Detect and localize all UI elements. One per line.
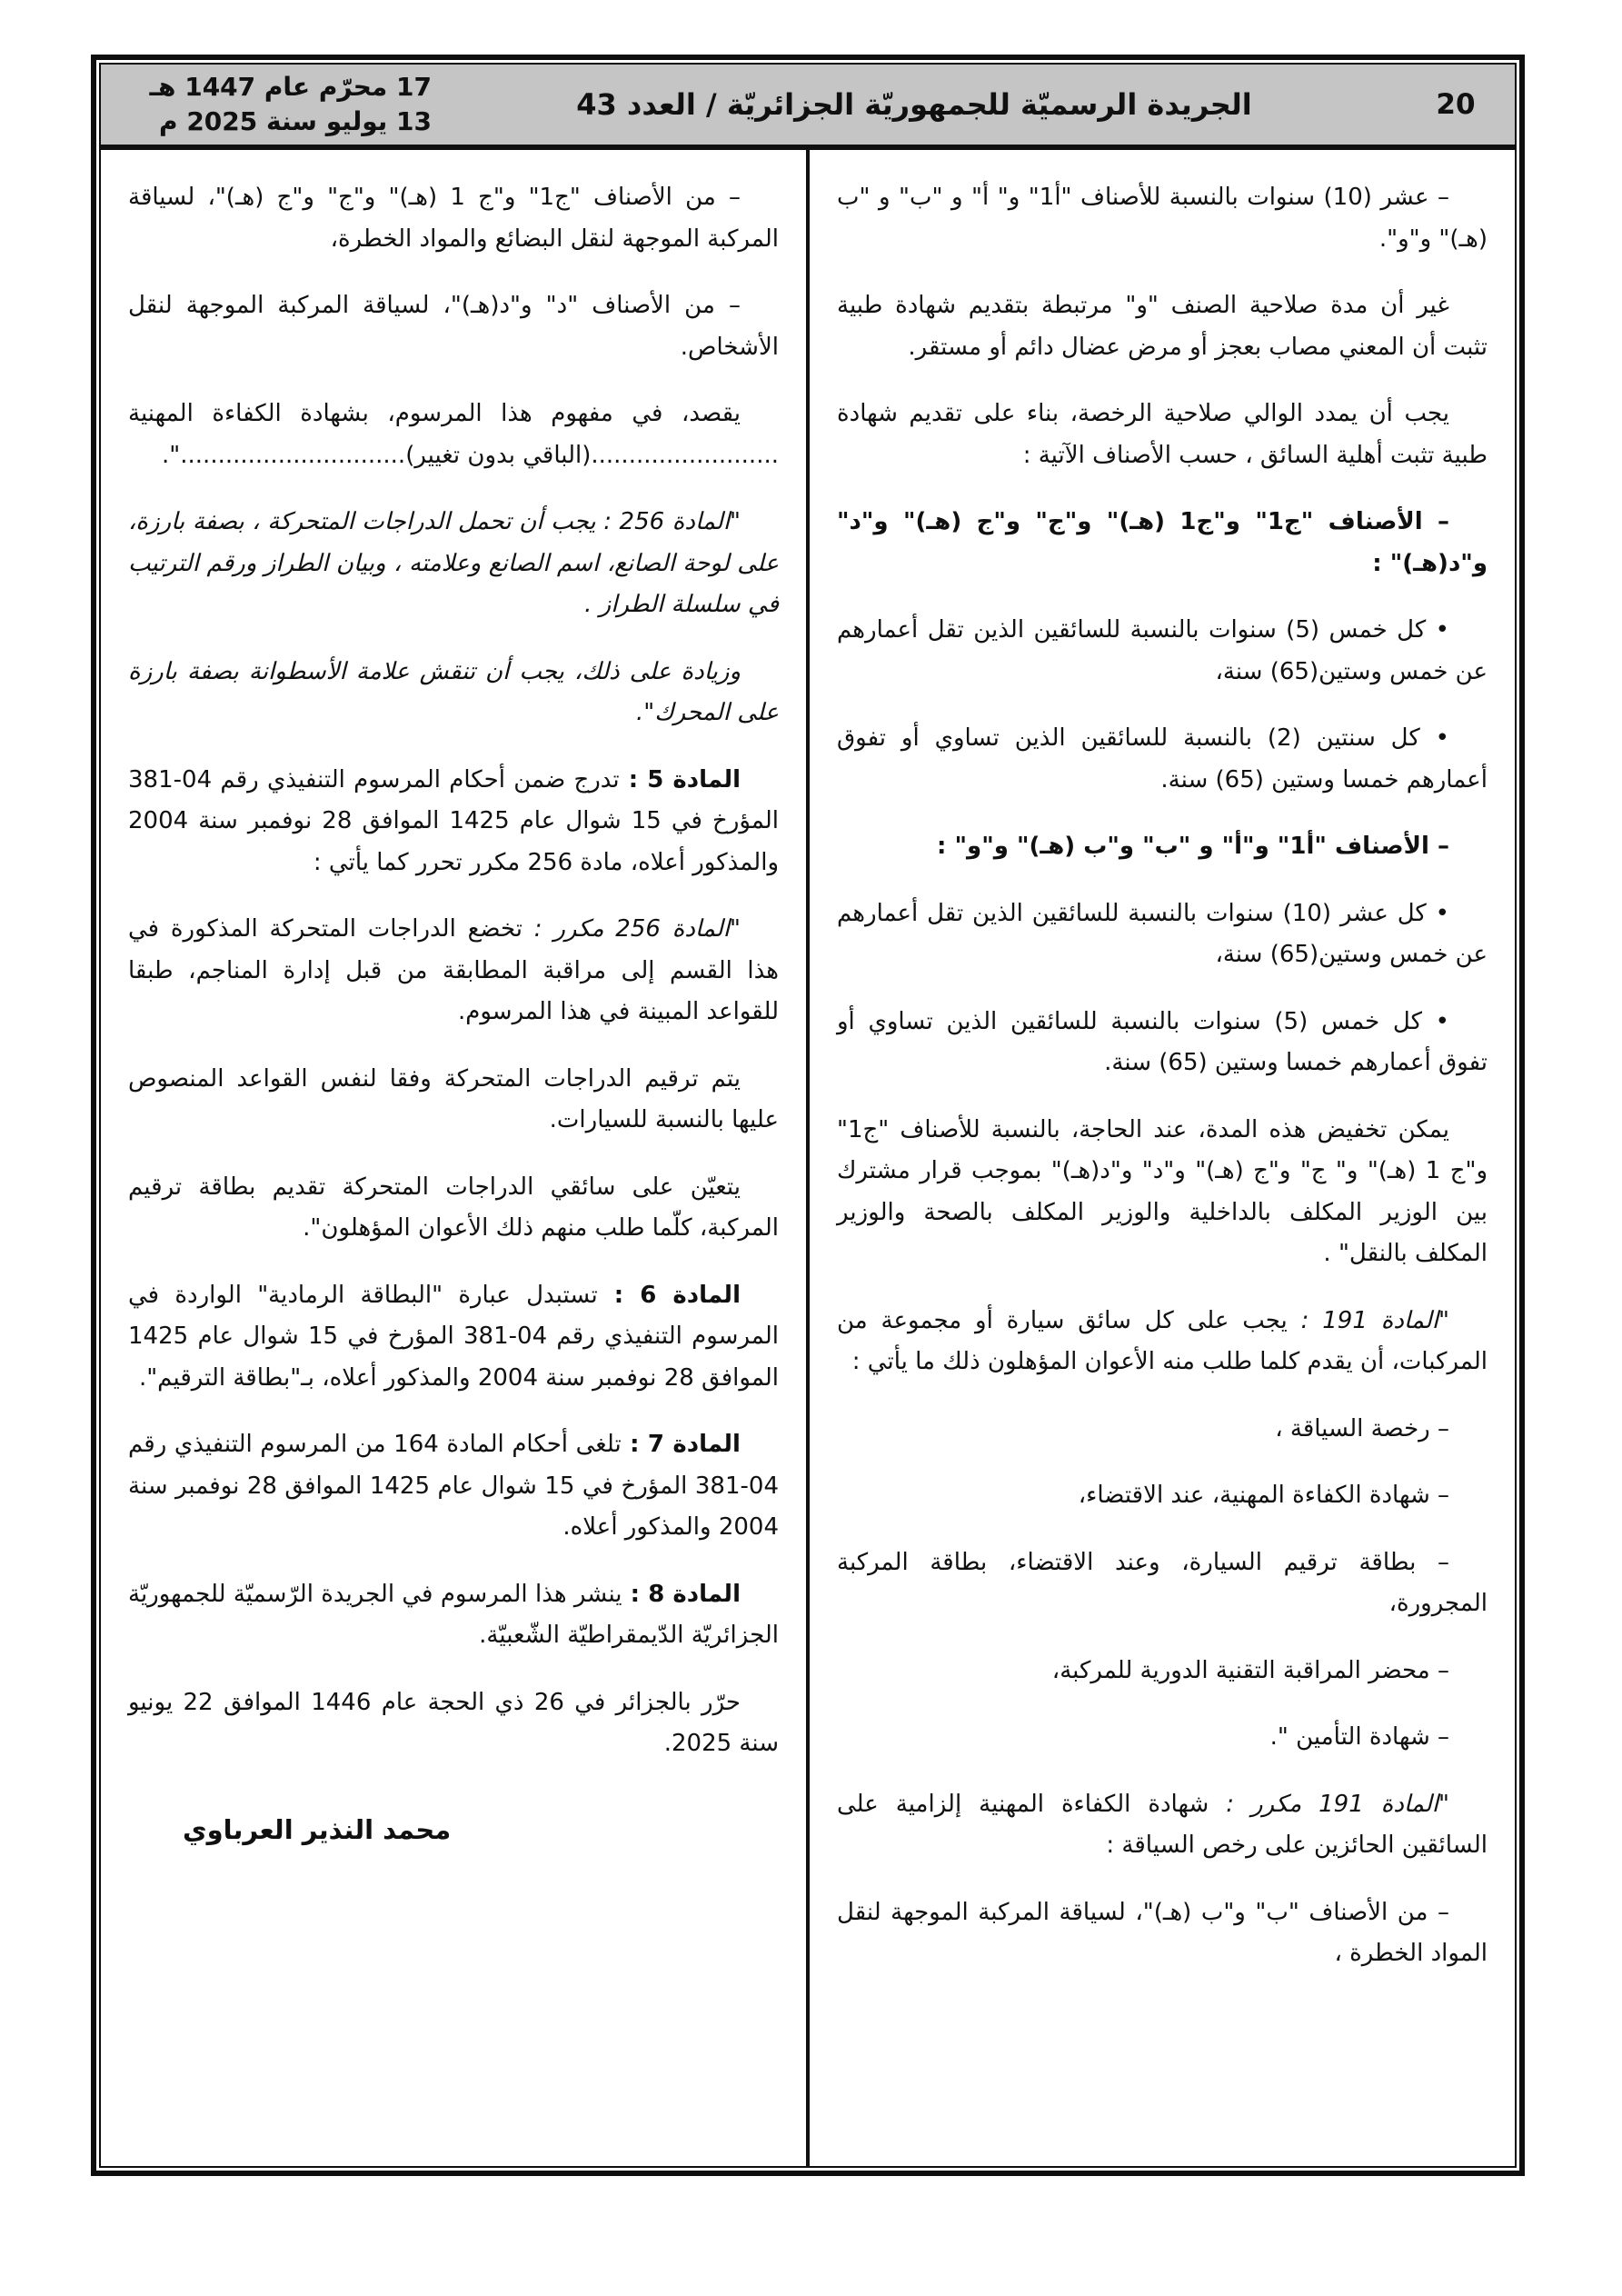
article-lead: المادة 6 :: [597, 1281, 741, 1309]
column-divider: [806, 150, 810, 2166]
paragraph: يقصد، في مفهوم هذا المرسوم، بشهادة الكفاءة المهنية .........................(الباقي بدون تغيير)..............................".: [128, 400, 779, 469]
article-lead: "المادة 191 :: [1287, 1306, 1449, 1334]
column-left: [101, 150, 806, 2166]
paragraph: المادة 6 : تستبدل عبارة "البطاقة الرمادية" الواردة في المرسوم التنفيذي رقم 04-381 المؤرخ في 15 شوال عام 1425 الموافق 28 نوفمبر سنة 2004 والمذكور أعلاه، بـ"بطاقة الترقيم".: [128, 1281, 779, 1392]
paragraph: المادة 7 : تلغى أحكام المادة 164 من المرسوم التنفيذي رقم 04-381 المؤرخ في 15 شوال عام 1425 الموافق 28 نوفمبر سنة 2004 والمذكور أعلاه.: [128, 1431, 780, 1541]
paragraph: – الأصناف "ج1" و"ج1 (هـ)" و"ج" و"ج (هـ)" و"د" و"د(هـ)" :: [837, 508, 1488, 577]
date-gregorian: 13 يوليو سنة 2025 م: [159, 106, 432, 136]
paragraph: – محضر المراقبة التقنية الدورية للمركبة،: [1051, 1656, 1449, 1684]
paragraph: حرّر بالجزائر في 26 ذي الحجة عام 1446 الموافق 22 يونيو سنة 2025.: [128, 1688, 779, 1757]
paragraph: – شهادة الكفاءة المهنية، عند الاقتضاء،: [1078, 1482, 1449, 1509]
paragraph: يتعيّن على سائقي الدراجات المتحركة تقديم بطاقة ترقيم المركبة، كلّما طلب منهم ذلك الأعوان المؤهلون".: [128, 1173, 779, 1242]
article-lead: المادة 8 :: [622, 1580, 741, 1608]
paragraph: يمكن تخفيض هذه المدة، عند الحاجة، بالنسبة للأصناف "ج1" و"ج 1 (هـ)" و" ج" و"ج (هـ)" و"د" و"د(هـ)" بموجب قرار مشترك بين الوزير المكلف بالداخلية والوزير المكلف بالصحة والوزير المكلف بالنقل" .: [837, 1115, 1488, 1267]
header-band: [101, 65, 1515, 150]
paragraph: "المادة 256 مكرر : تخضع الدراجات المتحركة المذكورة في هذا القسم إلى مراقبة المطابقة من قبل إدارة المناجم، طبقا للقواعد المبينة في هذا المرسوم.: [128, 915, 779, 1025]
journal-title: الجريدة الرسميّة للجمهوريّة الجزائريّة / العدد 43: [576, 87, 1252, 122]
paragraph: "المادة 191 مكرر : شهادة الكفاءة المهنية إلزامية على السائقين الحائزين على رخص السياقة :: [837, 1790, 1488, 1859]
paragraph: • كل خمس (5) سنوات بالنسبة للسائقين الذين تقل أعمارهم عن خمس وستين(65) سنة،: [837, 616, 1488, 685]
page-frame: [91, 55, 1525, 2176]
paragraph: وزيادة على ذلك، يجب أن تنقش علامة الأسطوانة بصفة بارزة على المحرك".: [128, 657, 779, 726]
date-hijri: 17 محرّم عام 1447 هـ: [149, 72, 432, 103]
paragraph: • كل خمس (5) سنوات بالنسبة للسائقين الذين تساوي أو تفوق أعمارهم خمسا وستين (65) سنة.: [837, 1007, 1488, 1076]
paragraph: – شهادة التأمين ".: [1269, 1723, 1449, 1751]
paragraph: – من الأصناف "ب" و"ب (هـ)"، لسياقة المركبة الموجهة لنقل المواد الخطرة ،: [837, 1898, 1488, 1967]
paragraph: المادة 5 : تدرج ضمن أحكام المرسوم التنفيذي رقم 04-381 المؤرخ في 15 شوال عام 1425 الموافق 28 نوفمبر سنة 2004 والمذكور أعلاه، مادة 256 مكرر تحرر كما يأتي :: [128, 765, 779, 876]
article-lead: المادة 7 :: [621, 1431, 741, 1458]
paragraph: يتم ترقيم الدراجات المتحركة وفقا لنفس القواعد المنصوص عليها بالنسبة للسيارات.: [128, 1064, 779, 1133]
page-frame-inner: [99, 63, 1517, 2168]
article-lead: المادة 5 :: [619, 765, 741, 794]
header-dates: [101, 70, 432, 139]
paragraph: – الأصناف "أ1" و"أ" و "ب" و"ب (هـ)" و"و" :: [937, 833, 1449, 860]
paragraph: "المادة 191 : يجب على كل سائق سيارة أو مجموعة من المركبات، أن يقدم كلما طلب منه الأعوان المؤهلون ذلك ما يأتي :: [837, 1306, 1488, 1375]
article-lead: "المادة 256 مكرر :: [522, 915, 741, 943]
paragraph: • كل عشر (10) سنوات بالنسبة للسائقين الذين تقل أعمارهم عن خمس وستين(65) سنة،: [837, 899, 1488, 968]
signature: محمد النذير العرباوي: [183, 1813, 452, 1845]
article-lead: "المادة 191 مكرر :: [1209, 1790, 1449, 1818]
paragraph: – من الأصناف "د" و"د(هـ)"، لسياقة المركبة الموجهة لنقل الأشخاص.: [128, 292, 779, 361]
page-number: 20: [1436, 88, 1476, 121]
paragraph: – من الأصناف "ج1" و"ج 1 (هـ)" و"ج" و"ج (هـ)"، لسياقة المركبة الموجهة لنقل البضائع والمواد الخطرة،: [128, 184, 779, 253]
paragraph: • كل سنتين (2) بالنسبة للسائقين الذين تساوي أو تفوق أعمارهم خمسا وستين (65) سنة.: [837, 724, 1488, 794]
paragraph: يجب أن يمدد الوالي صلاحية الرخصة، بناء على تقديم شهادة طبية تثبت أهلية السائق ، حسب الأصناف الآتية :: [837, 400, 1488, 469]
column-right: [810, 150, 1515, 2166]
paragraph: "المادة 256 : يجب أن تحمل الدراجات المتحركة ، بصفة بارزة، على لوحة الصانع، اسم الصانع وعلامته ، وبيان الطراز ورقم الترتيب في سلسلة الطراز .: [128, 508, 779, 618]
paragraph: المادة 8 : ينشر هذا المرسوم في الجريدة الرّسميّة للجمهوريّة الجزائريّة الدّيمقراطيّة الشّعبيّة.: [128, 1580, 779, 1649]
paragraph: – عشر (10) سنوات بالنسبة للأصناف "أ1" و" أ" و "ب" و "ب (هـ)" و"و".: [837, 184, 1488, 253]
paragraph: – بطاقة ترقيم السيارة، وعند الاقتضاء، بطاقة المركبة المجرورة،: [837, 1548, 1488, 1617]
content-columns: [101, 150, 1515, 2166]
paragraph: – رخصة السياقة ،: [1275, 1414, 1449, 1442]
paragraph: غير أن مدة صلاحية الصنف "و" مرتبطة بتقديم شهادة طبية تثبت أن المعني مصاب بعجز أو مرض عضال دائم أو مستقر.: [837, 292, 1488, 361]
